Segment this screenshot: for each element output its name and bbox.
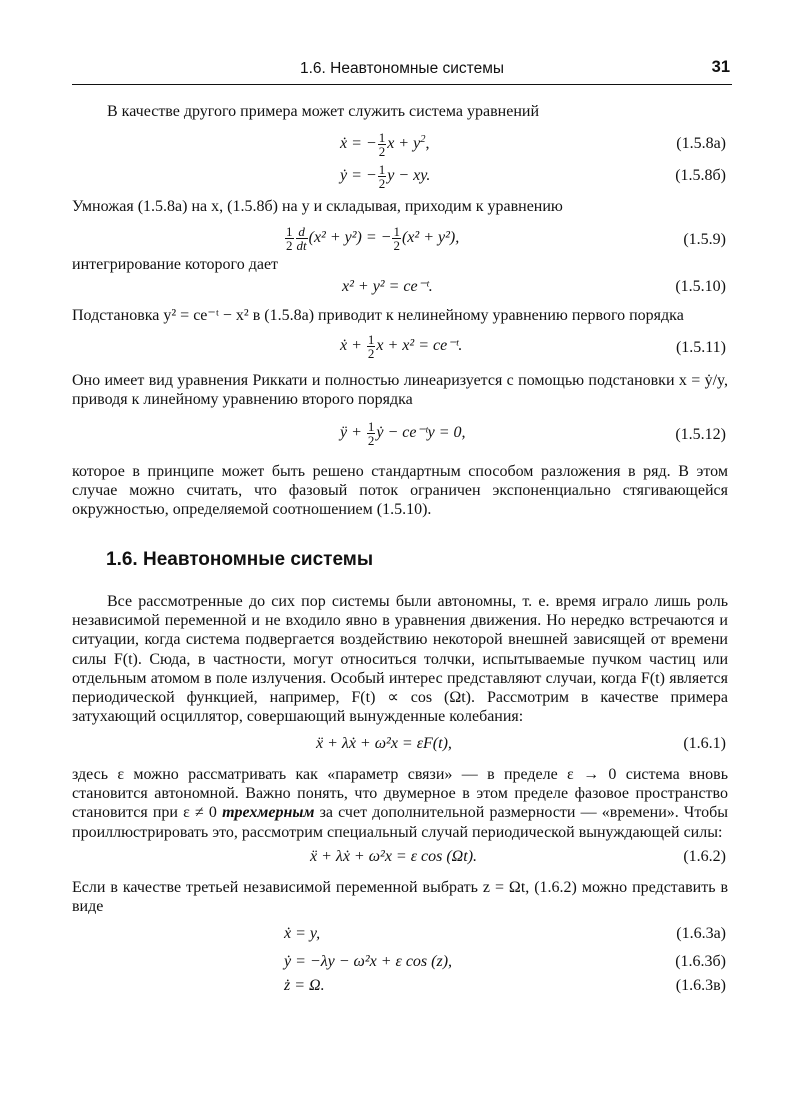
paragraph-third-variable: Если в качестве третьей независимой переменной выбрать z = Ωt, (1.6.2) можно представить в виде [72, 878, 728, 916]
equation-label: (1.6.1) [683, 734, 726, 752]
equation-label: (1.6.3а) [676, 924, 726, 942]
equation-label: (1.5.12) [675, 425, 726, 443]
running-head-title: 1.6. Неавтономные системы [300, 60, 504, 77]
equation-1-5-10: x² + y² = ce⁻ᵗ. (1.5.10) [342, 277, 726, 295]
equation-1-5-12: ÿ + $\frac{1}{2}$ ẏ − ce⁻ᵗy = 0, (1.5.12) [340, 418, 726, 448]
equation-1-5-9: $\frac{1}{2}$ $\frac{d}{dt}$ (x² + y²) = − $\frac{1}{2}$ (x² + y²), (1.5.9) [286, 223, 726, 253]
equation-1-6-1: ẍ + λẋ + ω²x = εF(t), (1.6.1) [316, 734, 726, 752]
paragraph-coupling: здесь ε можно рассматривать как «параметр связи» — в пределе ε → 0 система вновь становится автономной. Важно понять, что двумерное в этом пределе фазовое пространство становится при ε ≠ 0 трехмерным за счет дополнительной размерности — «времени». Чтобы проиллюстрировать это, рассмотрим специальный случай периодической вынуждающей силы: [72, 765, 729, 841]
equation-1-6-3c: ż = Ω. (1.6.3в) [284, 976, 726, 994]
equation-1-5-8b: ẏ = − $\frac{1}{2}$ y − xy. (1.5.8б) [340, 162, 726, 192]
paragraph-integration: интегрирование которого дает [72, 255, 279, 273]
page-number: 31 [711, 58, 730, 76]
equation-1-6-3b: ẏ = −λy − ω²x + ε cos (z), (1.6.3б) [284, 952, 726, 970]
equation-1-6-2: ẍ + λẋ + ω²x = ε cos (Ωt). (1.6.2) [310, 847, 726, 865]
paragraph-nonautonomous: Все рассмотренные до сих пор системы были автономны, т. е. время играло лишь роль независимой переменной и не входило явно в уравнения движения. Но нередко встречаются и ситуации, когда система подвергается воздействию некоторой внешней зависящей от времени силы F(t). Сюда, в частности, могут относиться толчки, испытываемые пучком частиц или отдельным атомом в поле излучения. Особый интерес представляют случаи, когда F(t) является периодической функцией, например, F(t) ∝ cos (Ωt). Рассмотрим в качестве примера затухающий осциллятор, совершающий вынужденные колебания: [72, 592, 728, 726]
equation-1-6-3a: ẋ = y, (1.6.3а) [284, 924, 726, 942]
equation-label: (1.5.8а) [676, 135, 726, 153]
paragraph-substitution: Подстановка y² = ce⁻ᵗ − x² в (1.5.8а) приводит к нелинейному уравнению первого порядка [72, 306, 684, 324]
equation-1-5-11: ẋ + $\frac{1}{2}$ x + x² = ce⁻ᵗ. (1.5.11) [340, 332, 726, 362]
emphasis-three-dimensional: трехмерным [222, 804, 315, 822]
paragraph-riccati: Оно имеет вид уравнения Риккати и полностью линеаризуется с помощью подстановки x = ẏ/y, приводя к линейному уравнению второго порядка [72, 372, 728, 409]
equation-label: (1.5.10) [675, 277, 726, 295]
equation-label: (1.5.11) [675, 339, 726, 357]
section-heading: 1.6. Неавтономные системы [106, 548, 374, 570]
paragraph-intro: В качестве другого примера может служить система уравнений [107, 103, 540, 120]
equation-1-5-8a: ẋ = − $\frac{1}{2}$ $x + y^2$, (1.5.8а) [340, 130, 726, 160]
paragraph-multiply: Умножая (1.5.8а) на x, (1.5.8б) на y и складывая, приходим к уравнению [72, 198, 563, 216]
page-body [72, 100, 728, 1003]
running-head [72, 58, 732, 85]
equation-label: (1.5.9) [683, 230, 726, 248]
paragraph-series: которое в принципе может быть решено стандартным способом разложения в ряд. В этом случае можно считать, что фазовый поток ограничен экспоненциально стягивающейся окружностью, определяемой соотношением (1.5.10). [72, 462, 728, 519]
equation-label: (1.5.8б) [675, 167, 726, 185]
equation-label: (1.6.3в) [675, 976, 726, 994]
equation-label: (1.6.3б) [675, 952, 726, 970]
equation-label: (1.6.2) [683, 847, 726, 865]
